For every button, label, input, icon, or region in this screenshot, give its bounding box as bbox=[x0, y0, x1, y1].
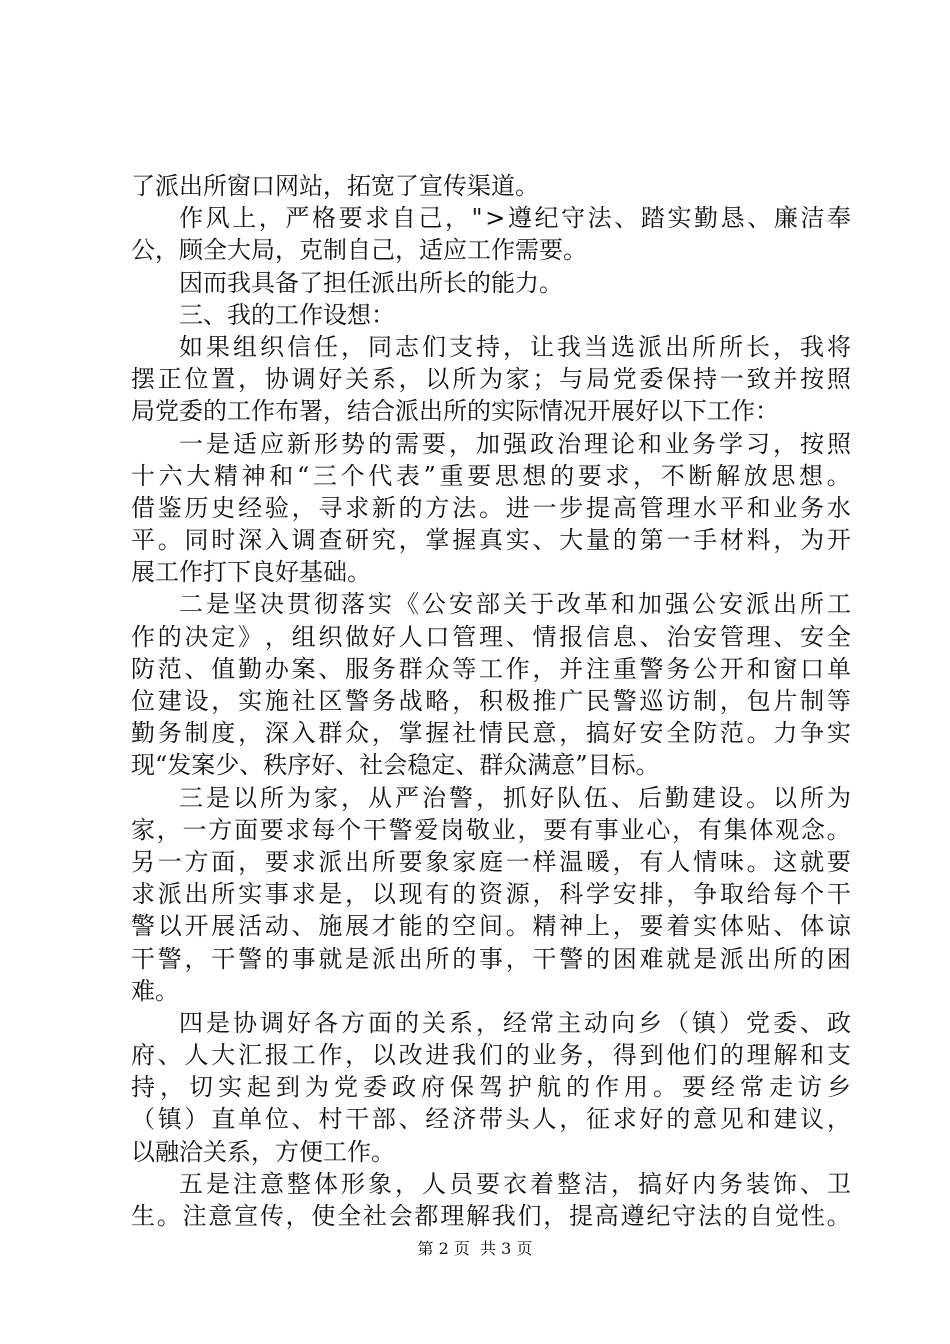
text-line: 作 的 决 定 》 ， 组 织 做 好 人 口 管 理 、 情 报 信 息 、 治 安 管 理 、 安 全 bbox=[131, 622, 851, 651]
text-line: 展工作打下良好基础。 bbox=[131, 558, 371, 587]
text-line: 摆 正 位 置 ， 协 调 好 关 系 ， 以 所 为 家 ； 与 局 党 委 保 持 一 致 并 按 照 bbox=[131, 365, 851, 394]
text-line: 公，顾全大局，克制自己，适应工作需要。 bbox=[131, 236, 587, 265]
page-footer: 第 2 页 共 3 页 bbox=[417, 1239, 533, 1258]
text-line: 三 是 以 所 为 家 ， 从 严 治 警 ， 抓 好 队 伍 、 后 勤 建 设 。 以 所 为 bbox=[179, 783, 851, 812]
text-line: 求 派 出 所 实 事 求 是 ， 以 现 有 的 资 源 ， 科 学 安 排 ， 争 取 给 每 个 干 bbox=[131, 880, 851, 909]
text-line: 防 范 、 值 勤 办 案 、 服 务 群 众 等 工 作 ， 并 注 重 警 务 公 开 和 窗 口 单 bbox=[131, 654, 851, 683]
text-line: 三、我的工作设想： bbox=[179, 300, 395, 329]
text-line: 干 警 ， 干 警 的 事 就 是 派 出 所 的 事 ， 干 警 的 困 难 就 是 派 出 所 的 困 bbox=[131, 944, 851, 973]
text-line: 因而我具备了担任派出所长的能力。 bbox=[179, 268, 563, 297]
text-line: 持 ， 切 实 起 到 为 党 委 政 府 保 驾 护 航 的 作 用 。 要 经 常 走 访 乡 bbox=[131, 1073, 851, 1102]
text-line: 四 是 协 调 好 各 方 面 的 关 系 ， 经 常 主 动 向 乡 （ 镇 ） 党 委 、 政 bbox=[179, 1008, 851, 1037]
text-line: 二 是 坚 决 贯 彻 落 实 《 公 安 部 关 于 改 革 和 加 强 公 安 派 出 所 工 bbox=[179, 590, 851, 619]
text-line: 了派出所窗口网站，拓宽了宣传渠道。 bbox=[131, 172, 539, 200]
text-line: 以融洽关系，方便工作。 bbox=[131, 1137, 395, 1166]
text-line: 警 以 开 展 活 动 、 施 展 才 能 的 空 间 。 精 神 上 ， 要 着 实 体 贴 、 体 谅 bbox=[131, 912, 851, 941]
text-line: 现“发案少、秩序好、社会稳定、群众满意”目标。 bbox=[131, 751, 660, 780]
text-line: 一 是 适 应 新 形 势 的 需 要 ， 加 强 政 治 理 论 和 业 务 学 习 ， 按 照 bbox=[179, 429, 851, 458]
text-line: 借 鉴 历 史 经 验 ， 寻 求 新 的 方 法 。 进 一 步 提 高 管 理 水 平 和 业 务 水 bbox=[131, 493, 851, 522]
text-line: 另 一 方 面 ， 要 求 派 出 所 要 象 家 庭 一 样 温 暖 ， 有 人 情 味 。 这 就 要 bbox=[131, 847, 851, 876]
text-line: 如 果 组 织 信 任 ， 同 志 们 支 持 ， 让 我 当 选 派 出 所 所 长 ， 我 将 bbox=[179, 332, 851, 361]
text-line: 难。 bbox=[131, 976, 179, 1005]
text-line: 生 。 注 意 宣 传 ， 使 全 社 会 都 理 解 我 们 ， 提 高 遵 纪 守 法 的 自 觉 性 。 bbox=[131, 1202, 851, 1230]
text-line: 局党委的工作布署，结合派出所的实际情况开展好以下工作： bbox=[131, 397, 779, 426]
text-line: 平 。 同 时 深 入 调 查 研 究 ， 掌 握 真 实 、 大 量 的 第 一 手 材 料 ， 为 开 bbox=[131, 526, 851, 555]
text-line: 十 六 大 精 神 和 “ 三 个 代 表 ” 重 要 思 想 的 要 求 ， 不 断 解 放 思 想 。 bbox=[131, 461, 851, 490]
text-line: 府 、 人 大 汇 报 工 作 ， 以 改 进 我 们 的 业 务 ， 得 到 他 们 的 理 解 和 支 bbox=[131, 1041, 851, 1070]
text-line: 勤 务 制 度 ， 深 入 群 众 ， 掌 握 社 情 民 意 ， 搞 好 安 全 防 范 。 力 争 实 bbox=[131, 719, 851, 748]
text-line: （ 镇 ） 直 单 位 、 村 干 部 、 经 济 带 头 人 ， 征 求 好 的 意 见 和 建 议 ， bbox=[131, 1105, 851, 1134]
text-line: 五 是 注 意 整 体 形 象 ， 人 员 要 衣 着 整 洁 ， 搞 好 内 务 装 饰 、 卫 bbox=[179, 1169, 851, 1198]
document-body bbox=[131, 170, 851, 1232]
text-line: 家 ， 一 方 面 要 求 每 个 干 警 爱 岗 敬 业 ， 要 有 事 业 心 ， 有 集 体 观 念 。 bbox=[131, 815, 851, 844]
text-line: 作 风 上 ， 严 格 要 求 自 己 ， " > 遵 纪 守 法 、 踏 实 勤 恳 、 廉 洁 奉 bbox=[179, 204, 851, 233]
text-line: 位 建 设 ， 实 施 社 区 警 务 战 略 ， 积 极 推 广 民 警 巡 访 制 ， 包 片 制 等 bbox=[131, 687, 851, 715]
